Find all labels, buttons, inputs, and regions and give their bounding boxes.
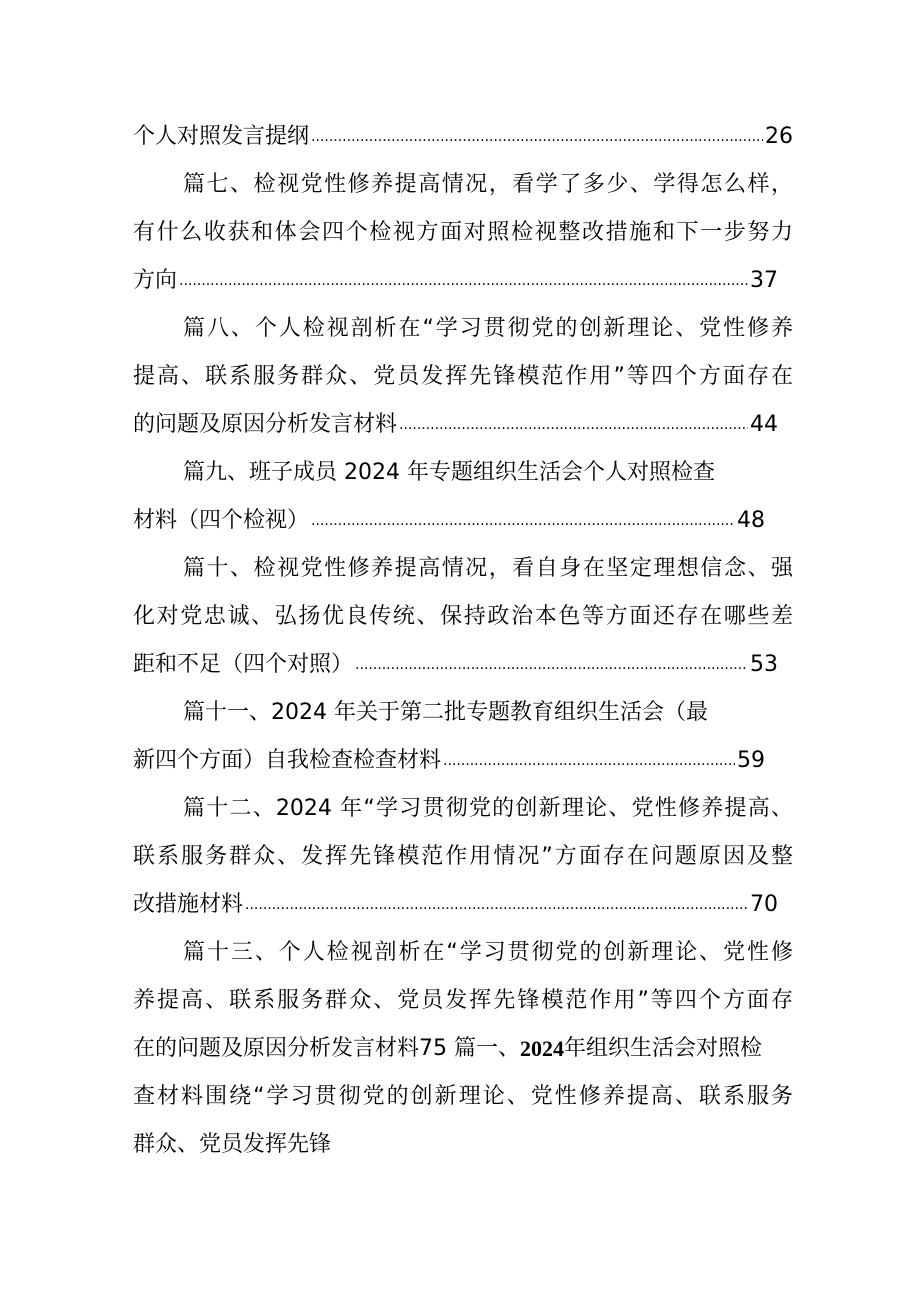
toc-leader-dots xyxy=(311,499,735,543)
toc-entry-line[interactable] xyxy=(133,1027,793,1071)
toc-entry-text: 群众、党员发挥先锋 xyxy=(133,1132,332,1157)
toc-entry-line[interactable] xyxy=(133,259,778,303)
toc-leader-dots xyxy=(179,259,748,303)
toc-page-number: 59 xyxy=(737,748,765,773)
toc-entry-line[interactable] xyxy=(133,643,778,687)
toc-page-number: 26 xyxy=(765,124,793,149)
toc-entry-line[interactable] xyxy=(133,835,793,879)
toc-entry-line[interactable] xyxy=(133,739,765,783)
toc-page-number: 53 xyxy=(750,652,778,677)
toc-leader-dots xyxy=(245,883,748,927)
toc-entry-year: 2024 xyxy=(520,1036,564,1061)
toc-page-number: 44 xyxy=(750,412,778,437)
toc-entry-line[interactable] xyxy=(133,883,778,927)
toc-entry-text: 的问题及原因分析发言材料 xyxy=(133,412,398,437)
toc-entry-text: 篇七、检视党性修养提高情况，看学了多少、学得怎么样， xyxy=(183,172,793,197)
toc-entry-line[interactable] xyxy=(133,211,793,255)
toc-leader-dots xyxy=(355,643,748,687)
toc-entry-line[interactable] xyxy=(133,499,765,543)
toc-entry-line[interactable] xyxy=(133,1123,793,1167)
toc-entry-text: 联系服务群众、发挥先锋模范作用情况”方面存在问题原因及整 xyxy=(133,844,793,869)
toc-entry-line[interactable] xyxy=(133,355,793,399)
toc-leader-dots xyxy=(311,115,763,159)
toc-leader-dots xyxy=(443,739,735,783)
toc-entry-text: 材料（四个检视） xyxy=(133,508,310,533)
toc-entry-text: 有什么收获和体会四个检视方面对照检视整改措施和下一步努力 xyxy=(133,220,793,245)
toc-entry-text: 个人对照发言提纲 xyxy=(133,124,310,149)
toc-entry-text: 改措施材料 xyxy=(133,892,244,917)
toc-entry-text: 提高、联系服务群众、党员发挥先锋模范作用”等四个方面存在 xyxy=(133,364,793,389)
toc-entry-text: 查材料围绕“学习贯彻党的创新理论、党性修养提高、联系服务 xyxy=(133,1084,793,1109)
toc-entry-text: 距和不足（四个对照） xyxy=(133,652,354,677)
toc-entry-line[interactable] xyxy=(183,547,793,591)
toc-page-number: 48 xyxy=(737,508,765,533)
toc-entry-line[interactable] xyxy=(133,115,793,159)
toc-entry-line[interactable] xyxy=(133,1075,793,1119)
toc-entry-line[interactable] xyxy=(183,931,793,975)
toc-entry-text: 篇八、个人检视剖析在“学习贯彻党的创新理论、党性修养 xyxy=(183,316,793,341)
toc-entry-line[interactable] xyxy=(183,691,793,735)
toc-entry-text: 篇十二、2024 年“学习贯彻党的创新理论、党性修养提高、 xyxy=(183,796,793,821)
toc-entry-text: 养提高、联系服务群众、党员发挥先锋模范作用”等四个方面存 xyxy=(133,988,793,1013)
toc-entry-text: 篇十三、个人检视剖析在“学习贯彻党的创新理论、党性修 xyxy=(183,940,793,965)
toc-entry-line[interactable] xyxy=(183,787,793,831)
toc-entry-line[interactable] xyxy=(133,595,793,639)
toc-entry-text: 年组织生活会对照检 xyxy=(564,1036,763,1061)
toc-leader-dots xyxy=(399,403,748,447)
toc-page-number: 37 xyxy=(750,268,778,293)
toc-entry-text: 方向 xyxy=(133,268,178,293)
toc-entry-line[interactable] xyxy=(133,979,793,1023)
toc-entry-text: 新四个方面）自我检查检查材料 xyxy=(133,748,442,773)
toc-entry-text: 在的问题及原因分析发言材料75 篇一、 xyxy=(133,1036,520,1061)
toc-entry-text: 篇九、班子成员 2024 年专题组织生活会个人对照检查 xyxy=(183,460,715,485)
toc-entry-line[interactable] xyxy=(183,451,793,495)
toc-entry-line[interactable] xyxy=(183,307,793,351)
toc-page-number: 70 xyxy=(750,892,778,917)
toc-entry-text: 篇十一、2024 年关于第二批专题教育组织生活会（最 xyxy=(183,700,708,725)
toc-entry-line[interactable] xyxy=(133,403,778,447)
toc-entry-text: 化对党忠诚、弘扬优良传统、保持政治本色等方面还存在哪些差 xyxy=(133,604,793,629)
toc-entry-text: 篇十、检视党性修养提高情况，看自身在坚定理想信念、强 xyxy=(183,556,793,581)
toc-entry-line[interactable] xyxy=(183,163,793,207)
